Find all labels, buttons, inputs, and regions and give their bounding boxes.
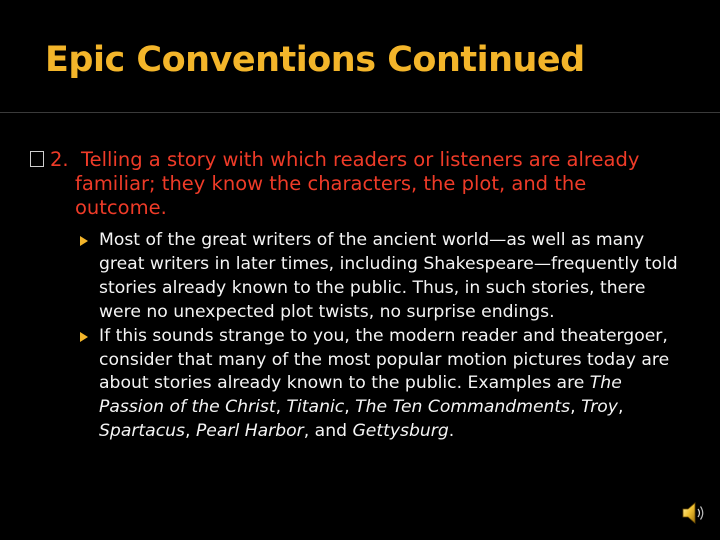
separator: , [303,421,315,442]
main-bullet-body: Telling a story with which readers or listeners are already familiar; they know the characters, the plot, and the outcome. [75,148,640,219]
slide-title: Epic Conventions Continued [45,40,585,80]
sub-bullet-text: If this sounds strange to you, the modern reader and theatergoer, consider that many of the most popular motion pictures today are about stories already known to the public. Examples are [99,325,670,394]
film-title: The Ten Commandments [355,397,571,418]
checkbox-bullet-icon [30,151,44,167]
separator: and [314,421,353,442]
sub-bullet-text: Most of the great writers of the ancient world—as well as many great writers in later times, including Shakespeare—frequently told stories already known to the public. Thus, in such stories, there were no unexpected plot twists, no surprise endings. [99,230,678,322]
main-bullet [50,148,660,220]
separator: , [185,421,196,442]
sub-bullet-list [80,229,680,444]
title-divider [0,112,720,113]
film-title: Gettysburg [352,421,449,442]
main-bullet-number: 2. [50,148,69,171]
film-title: Pearl Harbor [195,421,304,442]
speaker-icon[interactable] [681,502,707,524]
film-title: Troy [581,397,618,418]
main-bullet-text [50,148,660,220]
sub-bullet-item [80,229,680,325]
film-title: The Passion of the Christ [99,373,622,418]
arrow-bullet-icon [80,332,88,342]
film-title: Spartacus [99,421,185,442]
arrow-bullet-icon [80,236,88,246]
title-band [0,0,720,112]
film-title: Titanic [286,397,345,418]
separator: , [617,397,624,418]
separator: , [344,397,356,418]
separator: , [275,397,287,418]
separator: , [570,397,582,418]
sub-bullet-item [80,325,680,445]
period: . [448,421,455,442]
